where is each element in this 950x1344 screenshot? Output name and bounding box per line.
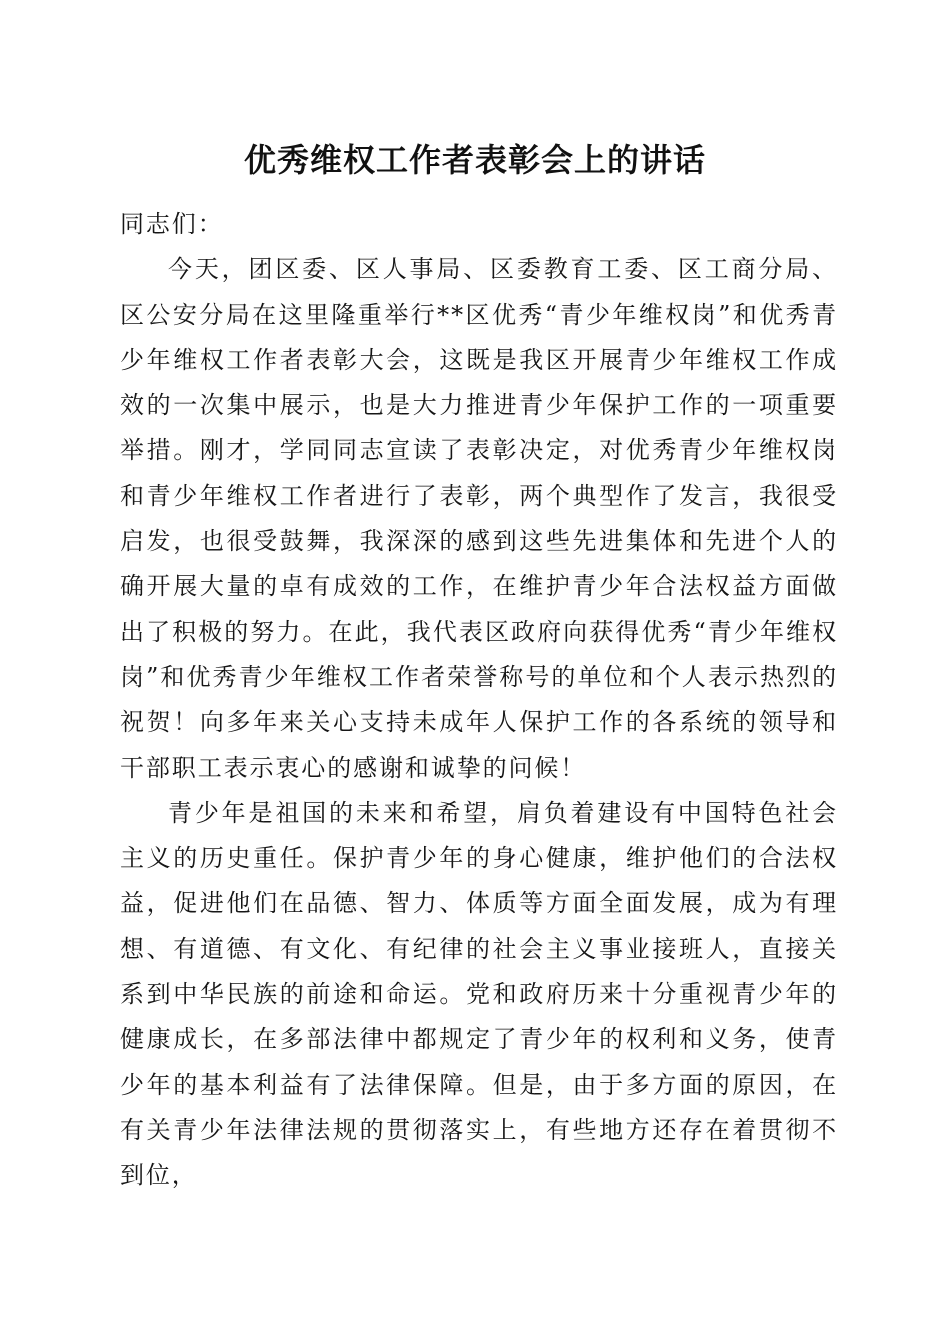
paragraph-1: 今天，团区委、区人事局、区委教育工委、区工商分局、区公安分局在这里隆重举行**区优秀“青少年维权岗”和优秀青少年维权工作者表彰大会，这既是我区开展青少年维权工作成效的一次集中展示，也是大力推进青少年保护工作的一项重要举措。刚才，学同同志宣读了表彰决定，对优秀青少年维权岗和青少年维权工作者进行了表彰，两个典型作了发言，我很受启发，也很受鼓舞，我深深的感到这些先进集体和先进个人的确开展大量的卓有成效的工作，在维护青少年合法权益方面做出了积极的努力。在此，我代表区政府向获得优秀“青少年维权岗”和优秀青少年维权工作者荣誉称号的单位和个人表示热烈的祝贺！向多年来关心支持未成年人保护工作的各系统的领导和干部职工表示衷心的感谢和诚挚的问候！ [120,255,838,782]
paragraph-2: 青少年是祖国的未来和希望，肩负着建设有中国特色社会主义的历史重任。保护青少年的身心健康，维护他们的合法权益，促进他们在品德、智力、体质等方面全面发展，成为有理想、有道德、有文化、有纪律的社会主义事业接班人，直接关系到中华民族的前途和命运。党和政府历来十分重视青少年的健康成长，在多部法律中都规定了青少年的权利和义务，使青少年的基本利益有了法律保障。但是，由于多方面的原因，在有关青少年法律法规的贯彻落实上，有些地方还存在着贯彻不到位， [120,798,838,1190]
page-title: 优秀维权工作者表彰会上的讲话 [243,141,706,179]
salutation: 同志们： [120,210,224,238]
speech-body [120,202,838,1199]
